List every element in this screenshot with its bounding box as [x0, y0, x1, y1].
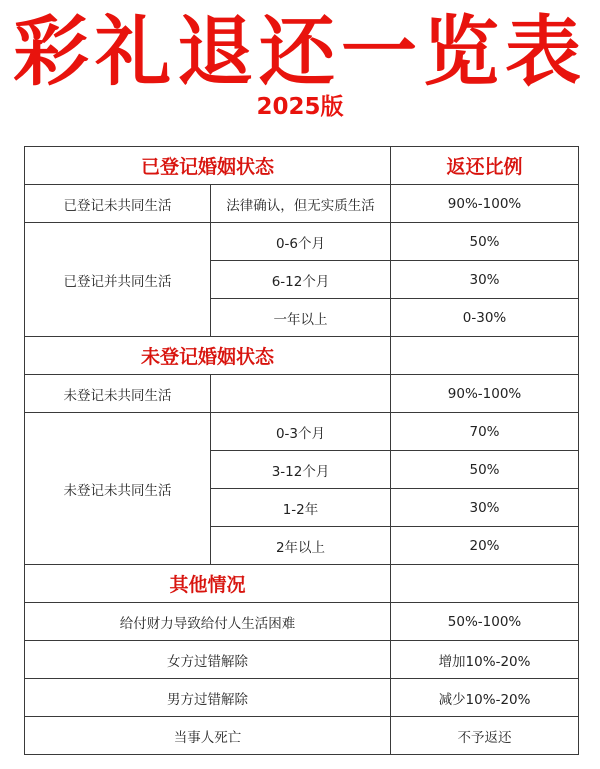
condition-cell: 0-3个月	[211, 413, 391, 451]
condition-cell: 6-12个月	[211, 261, 391, 299]
ratio-cell: 50%	[391, 223, 579, 261]
table-row	[25, 717, 579, 755]
empty-cell	[391, 565, 579, 603]
ratio-cell: 30%	[391, 489, 579, 527]
situation-cell: 女方过错解除	[25, 641, 391, 679]
page-subtitle: 2025版	[256, 94, 344, 120]
table-row	[25, 679, 579, 717]
situation-cell: 给付财力导致给付人生活困难	[25, 603, 391, 641]
ratio-cell: 70%	[391, 413, 579, 451]
status-cell: 未登记未共同生活	[25, 375, 211, 413]
table-header-row	[25, 147, 579, 185]
condition-cell: 一年以上	[211, 299, 391, 337]
ratio-cell: 30%	[391, 261, 579, 299]
condition-cell: 3-12个月	[211, 451, 391, 489]
refund-table	[24, 146, 579, 755]
section-header-row	[25, 337, 579, 375]
group-label-cell: 已登记并共同生活	[25, 223, 211, 337]
condition-cell: 0-6个月	[211, 223, 391, 261]
ratio-cell: 90%-100%	[391, 375, 579, 413]
status-cell: 已登记未共同生活	[25, 185, 211, 223]
table-row	[25, 641, 579, 679]
ratio-cell: 增加10%-20%	[391, 641, 579, 679]
empty-cell	[391, 337, 579, 375]
table-row	[25, 185, 579, 223]
ratio-cell: 不予返还	[391, 717, 579, 755]
ratio-cell: 50%-100%	[391, 603, 579, 641]
ratio-cell: 0-30%	[391, 299, 579, 337]
table-row	[25, 223, 579, 261]
group-label-cell: 未登记未共同生活	[25, 413, 211, 565]
table-row	[25, 375, 579, 413]
section-header-other: 其他情况	[25, 565, 391, 603]
section-header-unregistered: 未登记婚姻状态	[25, 337, 391, 375]
section-header-registered: 已登记婚姻状态	[25, 147, 391, 185]
condition-cell: 法律确认，但无实质生活	[211, 185, 391, 223]
ratio-cell: 50%	[391, 451, 579, 489]
ratio-column-header: 返还比例	[391, 147, 579, 185]
condition-cell: 1-2年	[211, 489, 391, 527]
table-row	[25, 413, 579, 451]
table-row	[25, 603, 579, 641]
page-title: 彩礼退还一览表	[13, 7, 587, 96]
condition-cell	[211, 375, 391, 413]
ratio-cell: 减少10%-20%	[391, 679, 579, 717]
condition-cell: 2年以上	[211, 527, 391, 565]
situation-cell: 男方过错解除	[25, 679, 391, 717]
section-header-row	[25, 565, 579, 603]
ratio-cell: 90%-100%	[391, 185, 579, 223]
ratio-cell: 20%	[391, 527, 579, 565]
situation-cell: 当事人死亡	[25, 717, 391, 755]
